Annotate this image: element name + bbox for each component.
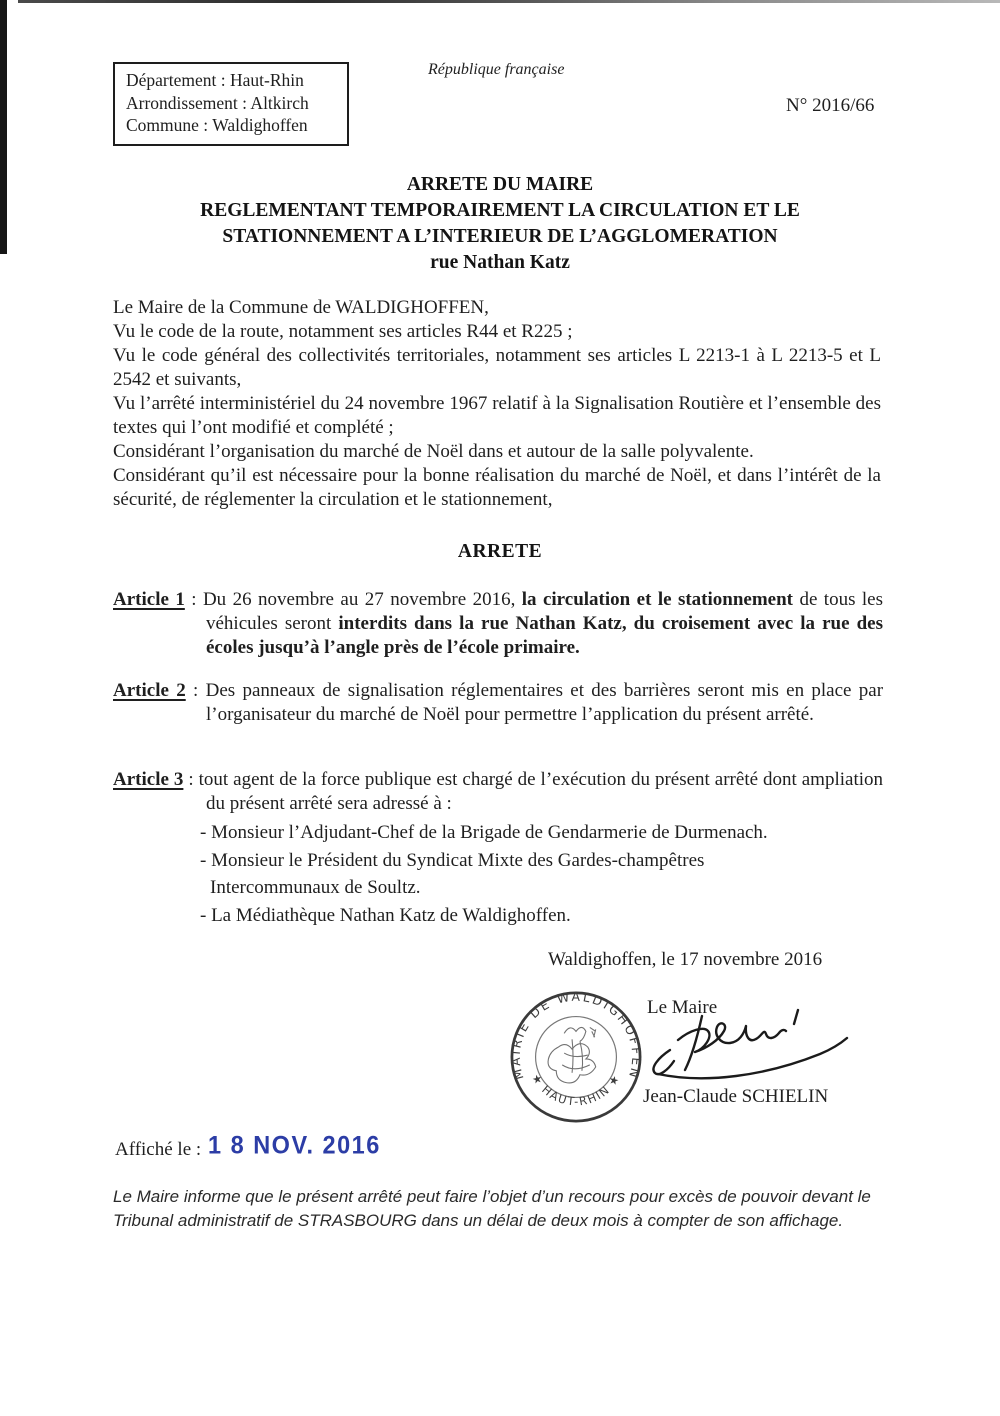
arrondissement-line: Arrondissement : Altkirch [126,92,309,113]
posted-date-stamp: 1 8 NOV. 2016 [208,1131,381,1159]
department-line: Département : Haut-Rhin [126,70,304,90]
republic-label: République française [428,61,565,78]
title-line-3: STATIONNEMENT A L’INTERIEUR DE L’AGGLOMERATION [222,226,778,247]
article-3-sep: : [183,769,199,790]
appeal-notice-line-1: Le Maire informe que le présent arrêté peut faire l’objet d’un recours pour excès de pouvoir devant le [113,1187,871,1206]
article-1-text: Du 26 novembre au 27 novembre 2016, [202,589,522,610]
place-date: Waldighoffen, le 17 novembre 2016 [548,949,823,970]
svg-text:MAIRIE DE WALDIGHOFFEN [509,990,644,1082]
decree-heading: ARRETE [457,541,543,562]
preamble [113,296,881,512]
preamble-p1: Le Maire de la Commune de WALDIGHOFFEN, [113,297,489,318]
article-2 [113,679,883,727]
appeal-notice-line-2: Tribunal administratif de STRASBOURG dans un délai de deux mois à compter de son affichage. [113,1211,844,1230]
title-line-2: REGLEMENTANT TEMPORAIREMENT LA CIRCULATION ET LE [200,200,800,221]
preamble-p3: Vu le code général des collectivités territoriales, notamment ses articles L 2213-1 à L 2213-5 et L 2542 et suivants, [113,345,881,390]
mayor-signature [640,1004,865,1094]
article-1-text-2: de tous les véhicules seront [206,589,883,634]
article-1-bold-2: interdits dans la rue Nathan Katz, du croisement avec la rue des écoles jusqu’à l’angle près de l’école primaire. [206,613,883,658]
stamp-emblem [548,1027,596,1083]
article-1 [113,588,883,660]
preamble-p5: Considérant l’organisation du marché de Noël dans et autour de la salle polyvalente. [113,441,754,462]
article-3-label: Article 3 [113,769,184,790]
municipal-stamp-icon [507,988,645,1126]
appeal-notice [113,1185,891,1233]
title-line-1: ARRETE DU MAIRE [406,174,594,195]
recipient-line-1: - Monsieur l’Adjudant-Chef de la Brigade de Gendarmerie de Durmenach. [200,822,768,843]
stamp-text-bottom: ★ HAUT-RHIN ★ [528,1071,624,1109]
scan-edge-top [18,0,1000,3]
preamble-p6: Considérant qu’il est nécessaire pour la bonne réalisation du marché de Noël, et dans l’intérêt de la sécurité, de réglementer la circulation et le stationnement, [113,465,881,510]
svg-text:★ HAUT-RHIN ★ [529,1071,623,1108]
preamble-p4: Vu l’arrêté interministériel du 24 novembre 1967 relatif à la Signalisation Routière et l’ensemble des textes qui l’ont modifié et complété ; [113,393,881,438]
mayor-role: Le Maire [647,997,718,1018]
title-line-4: rue Nathan Katz [430,252,570,273]
stamp-text-top: MAIRIE DE WALDIGHOFFEN [508,989,644,1082]
recipient-line-2-cont: Intercommunaux de Soultz. [210,877,421,898]
article-2-label: Article 2 [113,680,186,701]
article-2-sep: : [185,680,206,701]
decree-number: N° 2016/66 [786,95,875,116]
article-1-label: Article 1 [113,589,185,610]
posted-date-label: Affiché le : [115,1139,202,1160]
article-3 [113,768,883,929]
mayor-name: Jean-Claude SCHIELIN [643,1086,829,1107]
preamble-p2: Vu le code de la route, notamment ses articles R44 et R225 ; [113,321,573,342]
recipient-line-3: - La Médiathèque Nathan Katz de Waldighoffen. [200,904,571,926]
article-2-text: Des panneaux de signalisation réglementaires et des barrières seront mis en place par l’organisateur du marché de Noël pour permettre l’application du présent arrêté. [205,680,884,725]
document-title [0,172,1000,276]
article-1-sep: : [184,589,203,610]
article-1-bold-1: la circulation et le stationnement [521,589,794,610]
recipient-line-2: - Monsieur le Président du Syndicat Mixte des Gardes-champêtres [200,849,705,871]
article-3-text: tout agent de la force publique est chargé de l’exécution du présent arrêté dont ampliation du présent arrêté sera adressé à : [198,769,884,814]
region-info-box [113,62,349,146]
commune-line: Commune : Waldighoffen [126,115,308,135]
